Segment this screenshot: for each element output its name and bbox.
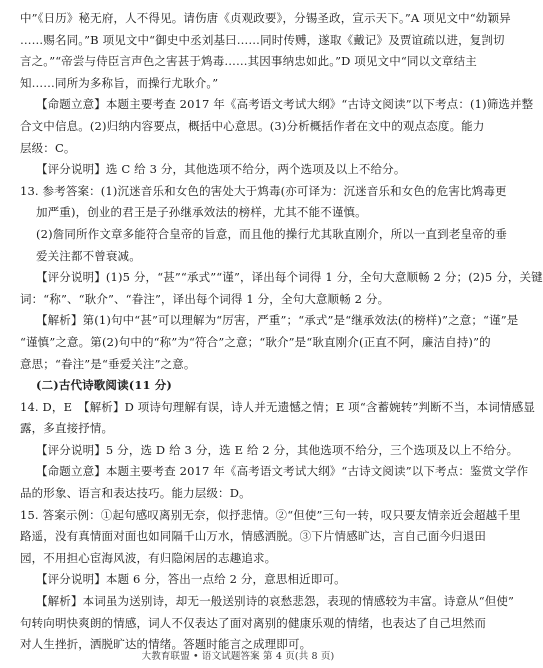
text-line: 【解析】第(1)句中“甚”可以理解为“厉害，严重”；“承式”是“继承效法(的榜样)”之意；“谨”是 (36, 313, 519, 328)
text-line: 路遥，没有真情面对面也如同隔千山万水，情感洒脱。③下片情感旷达，言自己面今归退田 (20, 529, 486, 544)
question-15-answer: 15. 答案示例：①起句感叹离别无奈，似抒悲情。②“但使”三句一转，叹只要友情亲近会超越千里 (20, 507, 521, 522)
text-line: 【评分说明】本题 6 分，答出一点给 2 分，意思相近即可。 (36, 572, 346, 587)
text-line: 【评分说明】(1)5 分，“甚”“承式”“谨”，译出每个词得 1 分，全句大意顺畅 2 分；(2)5 分，关键 (36, 270, 543, 285)
text-line: 园，不用担心宦海风波，有归隐闲居的志趣追求。 (20, 550, 277, 565)
text-line: 对人生挫折，洒脱旷达的情绪。答题时能言之成理即可。 (20, 637, 312, 652)
question-14-answer: 14. D，E 【解析】D 项诗句理解有误，诗人并无遗憾之情；E 项“含蓄婉转”判断不当，本词情感显 (20, 399, 535, 414)
text-line: (2)詹同所作文章多能符合皇帝的旨意，而且他的操行尤其耿直刚介，所以一直到老皇帝的垂 (36, 226, 508, 241)
text-line: 意思；“眷注”是“垂爱关注”之意。 (20, 356, 196, 371)
text-line: 【评分说明】5 分，选 D 给 3 分，选 E 给 2 分，其他选项不给分，三个选项及以上不给分。 (36, 442, 519, 457)
text-line: 【命题立意】本题主要考查 2017 年《高考语文考试大纲》“古诗文阅读”以下考点：鉴赏文学作 (36, 464, 529, 479)
text-line: 层级：C。 (20, 140, 76, 155)
text-line: 【解析】本词虽为送别诗，却无一般送别诗的哀愁悲怨，表现的情感较为丰富。诗意从“但使” (36, 594, 515, 609)
text-line: 知……同所为多称旨，而操行尤耿介。” (20, 75, 219, 90)
page-footer: 大教育联盟 • 语文试题答案 第 4 页(共 8 页) (141, 651, 335, 662)
text-line: 露，多直接抒情。 (20, 421, 114, 436)
text-line: ……赐名同。”B 项见文中“御史中丞刘基曰……同时传赙，遂取《戴记》及贾谊疏以进，复剀切 (20, 32, 505, 47)
text-line: 言之。”“帝尝与侍臣言声色之害甚于鸩毒……其因事纳忠如此。”D 项见文中“同以文章结主 (20, 54, 477, 69)
text-line: 词：“称”、“耿介”、“眷注”，译出每个词得 1 分，全句大意顺畅 2 分。 (20, 291, 390, 306)
text-line: 【命题立意】本题主要考查 2017 年《高考语文考试大纲》“古诗文阅读”以下考点：(1)筛选并整 (36, 97, 534, 112)
text-line: 句转向明快爽朗的情感，词人不仅表达了面对离别的健康乐观的情绪，也表达了自己坦然而 (20, 615, 486, 630)
section-heading: (二)古代诗歌阅读(11 分) (36, 378, 173, 393)
text-line: 品的形象、语言和表达技巧。能力层级：D。 (20, 486, 251, 501)
text-line: 合文中信息。(2)归纳内容要点，概括中心意思。(3)分析概括作者在文中的观点态度。能力 (20, 118, 485, 133)
text-line: “谨慎”之意。第(2)句中的“称”为“符合”之意；“耿介”是“耿直刚介(正直不阿，廉洁自持)”的 (20, 334, 491, 349)
text-line: 加严重)，创业的君王是子孙继承效法的榜样，尤其不能不谨慎。 (36, 205, 367, 220)
text-line: 爱关注都不曾衰减。 (36, 248, 141, 263)
text-line: 中”《日历》秘无府，人不得见。请伤唐《贞观政要》，分锡圣政，宣示天下。”A 项见文中“幼颖异 (20, 11, 511, 25)
text-line: 【评分说明】选 C 给 3 分，其他选项不给分，两个选项及以上不给分。 (36, 162, 406, 177)
question-13-answer: 13. 参考答案：(1)沉迷音乐和女色的害处大于鸩毒(亦可译为：沉迷音乐和女色的危害比鸩毒更 (20, 183, 507, 198)
